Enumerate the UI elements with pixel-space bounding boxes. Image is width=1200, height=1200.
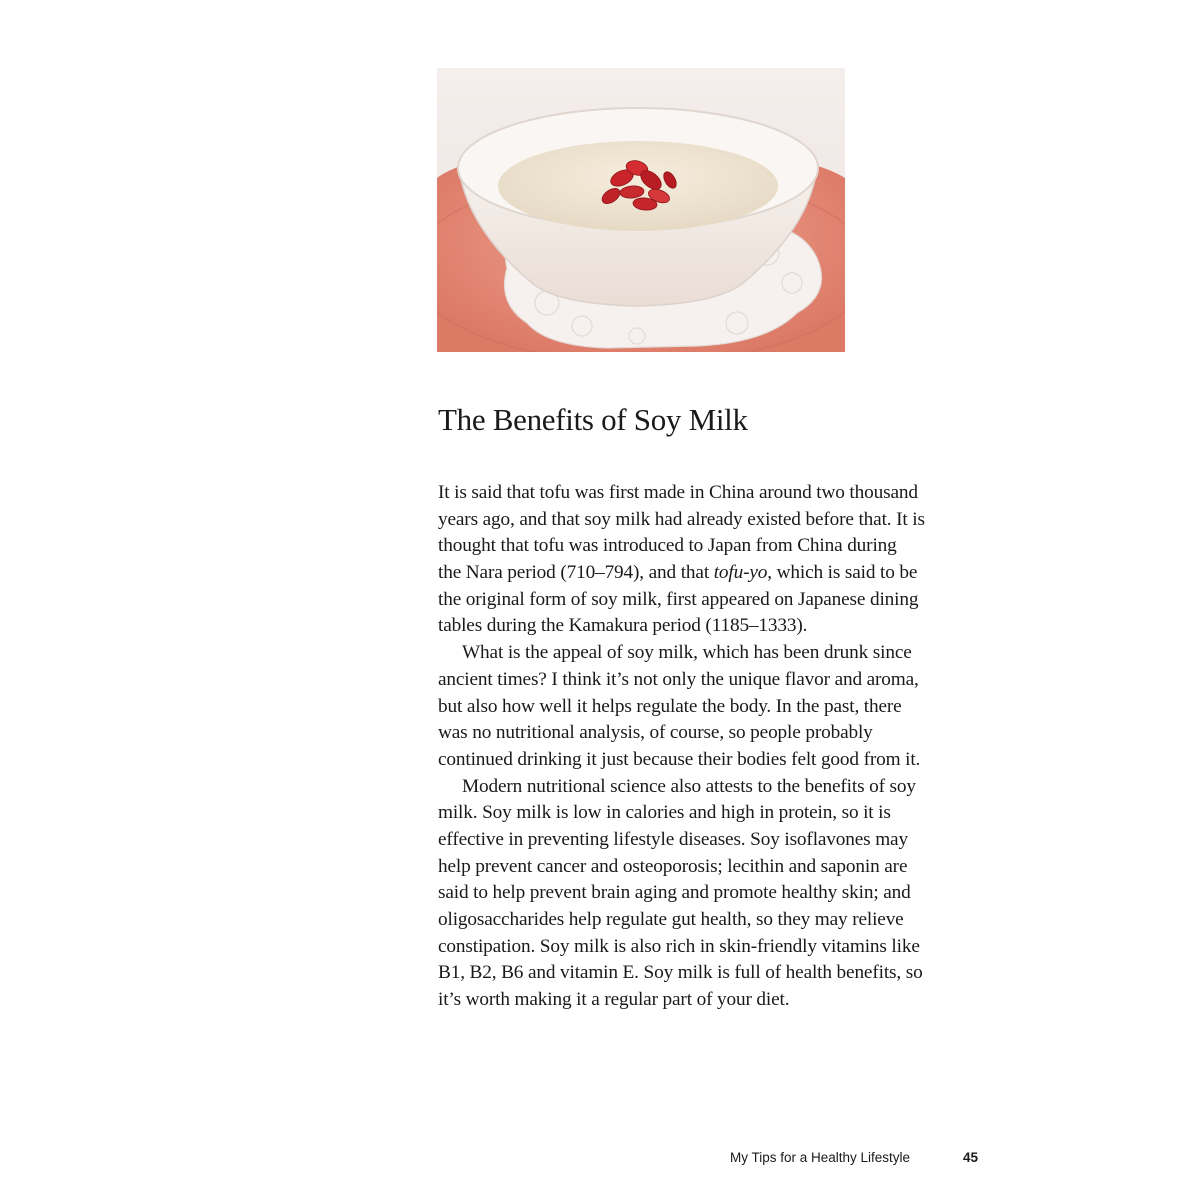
body-line: the Nara period (710–794), and that tofu-yo, which is said to be xyxy=(438,562,918,584)
body-line: thought that tofu was introduced to Japan from China during xyxy=(438,535,897,557)
body-paragraph xyxy=(438,640,998,773)
body-line: tables during the Kamakura period (1185–1333). xyxy=(438,615,808,637)
body-line: help prevent cancer and osteoporosis; lecithin and saponin are xyxy=(438,855,908,877)
body-line: constipation. Soy milk is also rich in skin-friendly vitamins like xyxy=(438,935,920,957)
body-line: effective in preventing lifestyle diseases. Soy isoflavones may xyxy=(438,828,908,850)
body-line: years ago, and that soy milk had already existed before that. It is xyxy=(438,508,925,530)
body-line: B1, B2, B6 and vitamin E. Soy milk is full of health benefits, so xyxy=(438,962,923,984)
body-paragraph xyxy=(438,480,998,640)
body-line: was no nutritional analysis, of course, so people probably xyxy=(438,722,873,744)
body-line: It is said that tofu was first made in China around two thousand xyxy=(438,482,918,503)
body-line: it’s worth making it a regular part of your diet. xyxy=(438,989,790,1011)
article-title: The Benefits of Soy Milk xyxy=(438,402,748,437)
body-paragraph xyxy=(438,774,998,1014)
body-line: continued drinking it just because their bodies felt good from it. xyxy=(438,748,921,770)
running-footer-title: My Tips for a Healthy Lifestyle xyxy=(730,1150,911,1165)
body-line: milk. Soy milk is low in calories and high in protein, so it is xyxy=(438,802,891,824)
article-body xyxy=(438,480,998,1014)
body-line: ancient times? I think it’s not only the unique flavor and aroma, xyxy=(438,668,919,690)
italic-term: tofu-yo xyxy=(713,562,768,584)
body-line: but also how well it helps regulate the body. In the past, there xyxy=(438,695,902,717)
soy-milk-photo xyxy=(437,68,845,352)
page-number: 45 xyxy=(963,1150,979,1165)
body-line: oligosaccharides help regulate gut health, so they may relieve xyxy=(438,909,904,930)
body-line: Modern nutritional science also attests to the benefits of soy xyxy=(462,775,916,797)
body-line: said to help prevent brain aging and promote healthy skin; and xyxy=(438,882,911,904)
body-line: the original form of soy milk, first appeared on Japanese dining xyxy=(438,588,919,610)
body-line: What is the appeal of soy milk, which has been drunk since xyxy=(462,642,912,664)
